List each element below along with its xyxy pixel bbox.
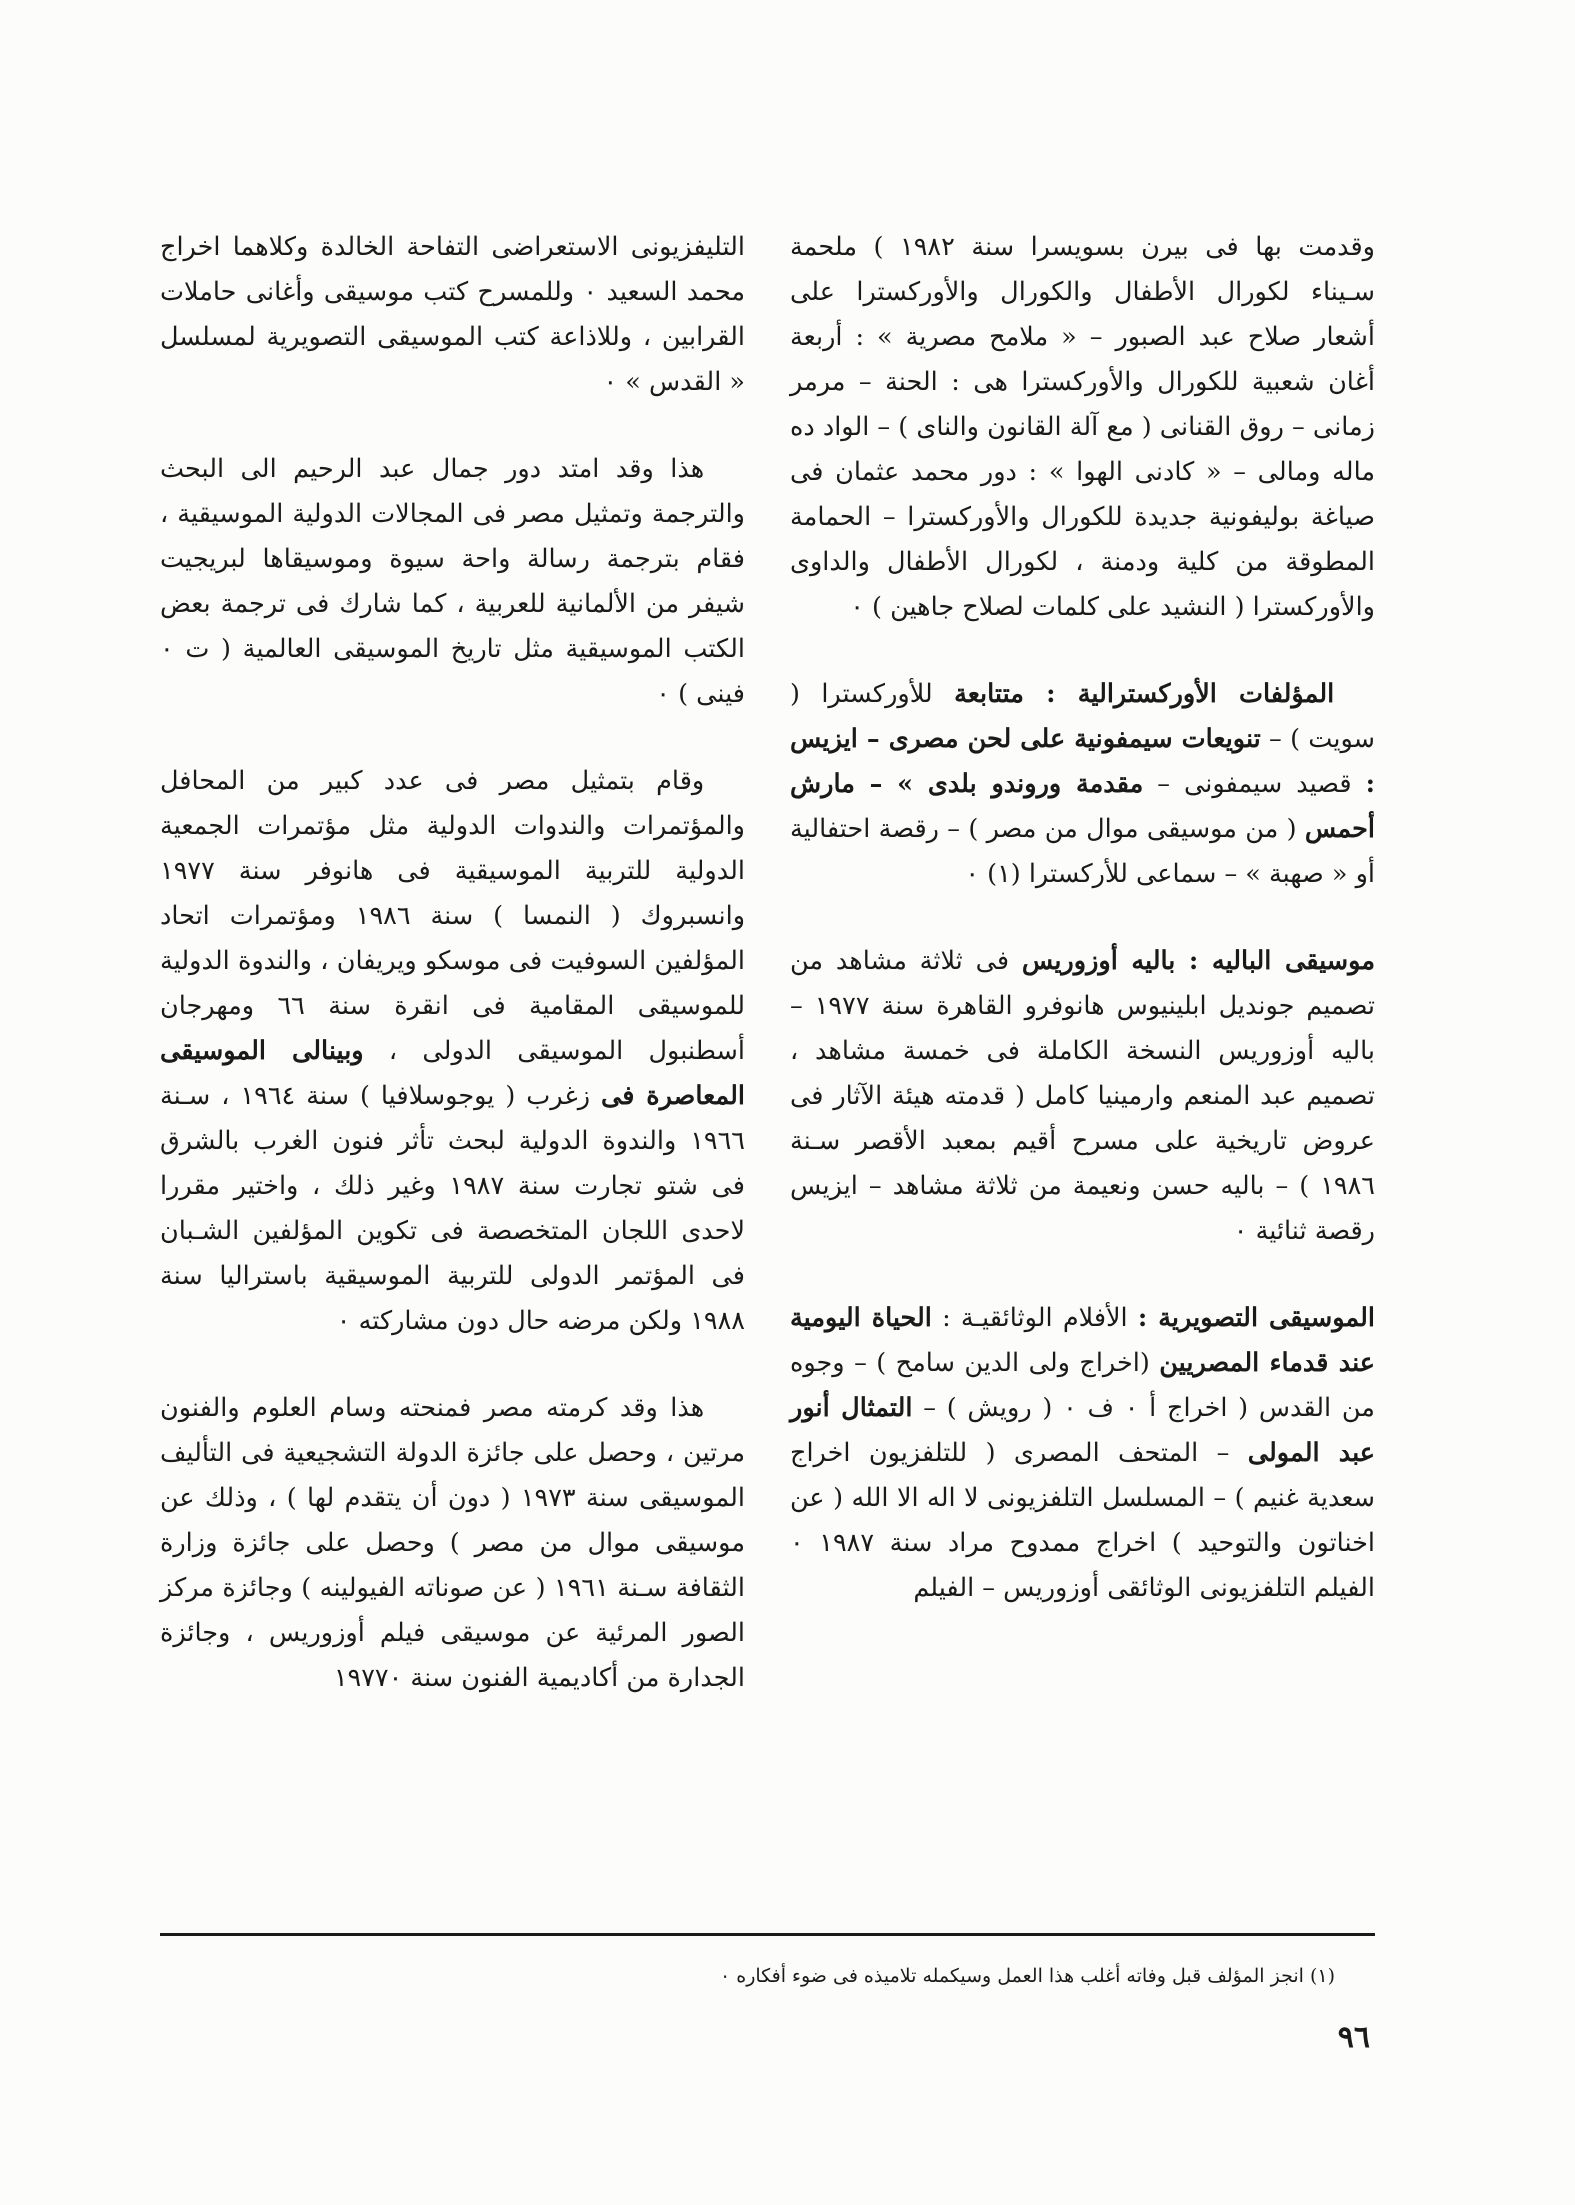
paragraph-text: هذا وقد كرمته مصر فمنحته وسام العلوم والفنون مرتين ، وحصل على جائزة الدولة التشجيعية فى التأليف الموسيقى سنة ١٩٧٣ ( دون أن يتقدم لها ) ، وذلك عن موسيقى موال من مصر ) وحصل على جائزة وزارة الثقافة سـنة ١٩٦١ ( عن صوناته الفيولينه ) وجائزة مركز الصور المرئية عن موسيقى فيلم أوزوريس ، وجائزة الجدارة من أكاديمية الفنون سنة ١٩٧٧٠ [160, 1393, 745, 1693]
left-column [160, 225, 745, 1743]
paragraph-text: قصيد سيمفونى – [1143, 769, 1366, 799]
paragraph-orchestral-works [790, 672, 1375, 897]
section-heading-orchestral: المؤلفات الأوركسترالية : متتابعة [954, 679, 1335, 709]
section-heading-ballet: موسيقى الباليه : باليه أوزوريس [1021, 946, 1375, 976]
paragraph-film-music [790, 1296, 1375, 1611]
paragraph-text: فى ثلاثة مشاهد من تصميم جونديل ابلينيوس هانوفرو القاهرة سنة ١٩٧٧ – باليه أوزوريس النسخة الكاملة فى خمسة مشاهد ، تصميم عبد المنعم وارمينيا كامل ( قدمته هيئة الآثار فى عروض تاريخية على مسرح أقيم بمعبد الأقصر سـنة ١٩٨٦ ) – باليه حسن ونعيمة من ثلاثة مشاهد – ايزيس رقصة ثنائية ٠ [790, 946, 1375, 1246]
footnote-divider [160, 1933, 1375, 1936]
paragraph-text: هذا وقد امتد دور جمال عبد الرحيم الى البحث والترجمة وتمثيل مصر فى المجالات الدولية الموسيقية ، فقام بترجمة رسالة واحة سيوة وموسيقاها لبريجيت شيفر من الألمانية للعربية ، كما شارك فى ترجمة بعض الكتب الموسيقية مثل تاريخ الموسيقى العالمية ( ت ٠ فينى ) ٠ [160, 454, 745, 709]
footnote: (١) انجز المؤلف قبل وفاته أغلب هذا العمل وسيكمله تلاميذه فى ضوء أفكاره ٠ [719, 1965, 1335, 1987]
paragraph-international-representation [160, 759, 745, 1344]
paragraph-research-translation [160, 447, 745, 717]
bold-work-title: تنويعات سيمفونية على لحن مصرى – ايزيس : [790, 724, 1375, 799]
paragraph-text: وقدمت بها فى بيرن بسويسرا سنة ١٩٨٢ ) ملحمة سـيناء لكورال الأطفال والكورال والأوركسترا على أشعار صلاح عبد الصبور – « ملامح مصرية » : أربعة أغان شعبية للكورال والأوركسترا هى : الحنة – مرمر زمانى – روق القنانى ( مع آلة القانون والناى ) – الواد ده ماله ومالى – « كادنى الهوا » : دور محمد عثمان فى صياغة بوليفونية جديدة للكورال والأوركسترا – الحمامة المطوقة من كلية ودمنة ، لكورال الأطفال والداوى والأوركسترا ( النشيد على كلمات لصلاح جاهين ) ٠ [790, 232, 1375, 622]
paragraph-awards [160, 1386, 745, 1701]
paragraph-ballet-music [790, 939, 1375, 1254]
bold-work-title: الحياة اليومية عند قدماء المصريين [790, 1303, 1375, 1378]
bold-work-title: التمثال أنور عبد المولى [790, 1393, 1376, 1468]
paragraph-text: التليفزيونى الاستعراضى التفاحة الخالدة وكلاهما اخراج محمد السعيد ٠ وللمسرح كتب موسيقى وأغانى حاملات القرابين ، وللاذاعة كتب الموسيقى التصويرية لمسلسل « القدس » ٠ [160, 232, 746, 397]
section-heading-film-music: الموسيقى التصويرية : [1137, 1303, 1375, 1333]
paragraph-text: الأفلام الوثائقيـة : [931, 1303, 1138, 1333]
right-column [790, 225, 1375, 1653]
paragraph-text: (اخراج ولى الدين سامح ) – وجوه من القدس ( اخراج أ ٠ ف ٠ ( رويش ) – [790, 1348, 1375, 1423]
paragraph-text: وقام بتمثيل مصر فى عدد كبير من المحافل والمؤتمرات والندوات الدولية مثل مؤتمرات الجمعية الدولية للتربية الموسيقية فى هانوفر سنة ١٩٧٧ وانسبروك ( النمسا ) سنة ١٩٨٦ ومؤتمرات اتحاد المؤلفين السوفيت فى موسكو ويريفان ، والندوة الدولية للموسيقى المقامية فى انقرة سنة ٦٦ ومهرجان أسطنبول الموسيقى الدولى ، [160, 766, 746, 1066]
bold-work-title: مقدمة وروندو بلدى » – مارش أحمس [790, 769, 1375, 844]
paragraph-text: للأوركسترا ( سويت ) – [790, 679, 1375, 754]
paragraph-tv-theatre [160, 225, 745, 405]
paragraph-text: ( من موسيقى موال من مصر ) – رقصة احتفالية أو « صهبة » – سماعى للأركسترا (١) ٠ [790, 814, 1375, 889]
paragraph-text: زغرب ( يوجوسلافيا ) سنة ١٩٦٤ ، سـنة ١٩٦٦ والندوة الدولية لبحث تأثر فنون الغرب بالشرق فى شتو تجارت سنة ١٩٨٧ وغير ذلك ، واختير مقررا لاحدى اللجان المتخصصة فى تكوين المؤلفين الشـبان فى المؤتمر الدولى للتربية الموسيقية باستراليا سنة ١٩٨٨ ولكن مرضه حال دون مشاركته ٠ [160, 1081, 745, 1336]
paragraph-text: – المتحف المصرى ( للتلفزيون اخراج سعدية غنيم ) – المسلسل التلفزيونى لا اله الا الله ( عن اخناتون والتوحيد ) اخراج ممدوح مراد سنة ١٩٨٧ ٠ الفيلم التلفزيونى الوثائقى أوزوريس – الفيلم [790, 1438, 1375, 1603]
paragraph-operas-choral [790, 225, 1375, 630]
bold-event-title: وبينالى الموسيقى المعاصرة فى [160, 1036, 745, 1111]
page-number: ٩٦ [1337, 2020, 1370, 2055]
